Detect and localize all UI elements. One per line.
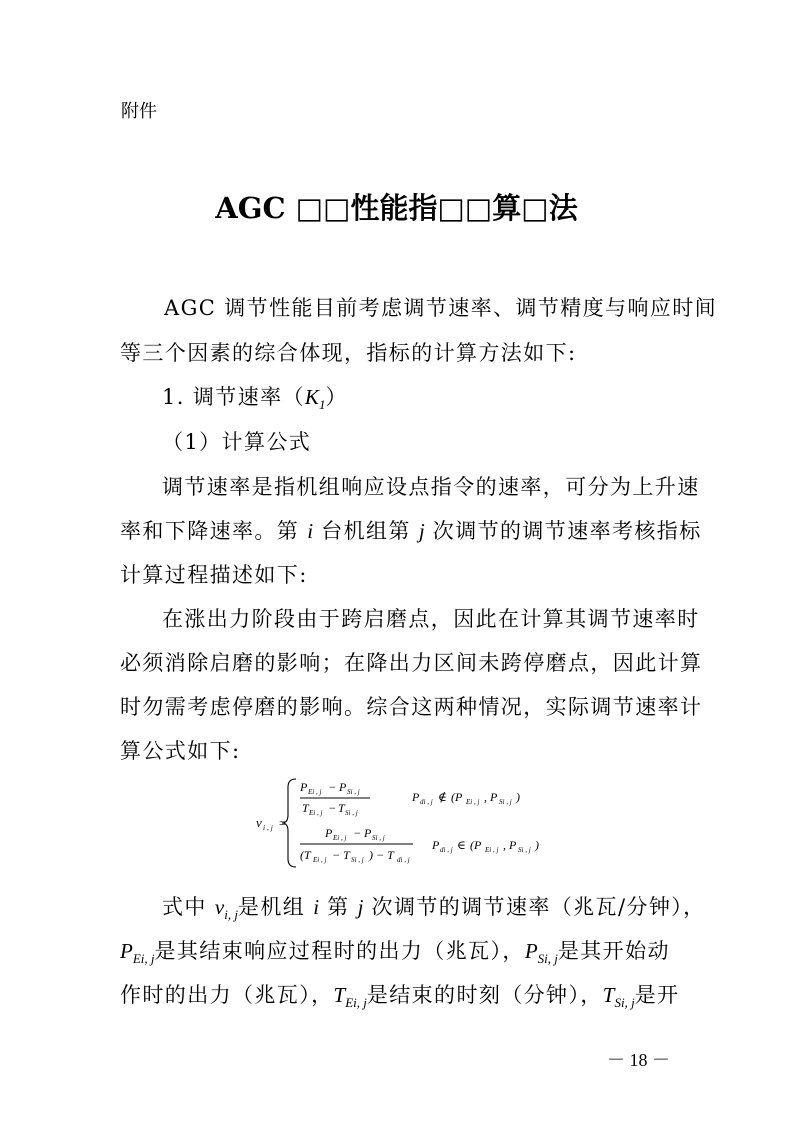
c2-set-s1: Ei , j <box>485 846 499 854</box>
heading-text-end: ） <box>325 385 348 409</box>
paragraph-2-line-2 <box>120 519 702 543</box>
text-span: 是结束的时刻（分钟）， <box>366 983 603 1007</box>
c1-set-s2: Si , j <box>499 798 512 806</box>
c1-den-s1: Ei , j <box>309 809 323 817</box>
c1-cond-sub: di , j <box>420 798 433 806</box>
text-span: 率和下降速率。第 <box>120 519 308 543</box>
c2-num-s1: Ei , j <box>333 834 347 842</box>
c2-den-s1: Ei , j <box>313 856 327 864</box>
c1-den-t2: T <box>338 801 345 815</box>
c1-den-s2: Si , j <box>345 809 358 817</box>
page-number: － 18 － <box>607 1050 670 1070</box>
c1-den-t1: T <box>302 801 309 815</box>
var-p-end-sub: Ei, j <box>132 951 155 967</box>
formula-lhs: v <box>256 815 262 830</box>
c2-set-open: (P <box>470 838 482 852</box>
document-title: AGC □□性能指□□算□法 <box>215 191 578 225</box>
heading-text: 1. 调节速率（ <box>162 385 305 409</box>
c1-num-p1: P <box>300 780 308 794</box>
paragraph-4-line-3 <box>120 983 680 1015</box>
c2-set-s2: Si , j <box>518 846 531 854</box>
c2-den-s3: di , j <box>397 856 410 864</box>
rate-formula <box>250 775 550 870</box>
paragraph-3-line-1: 在涨出力阶段由于跨启磨点，因此在计算其调节速率时 <box>162 607 700 631</box>
formula-lhs-sub: i , j <box>263 823 273 832</box>
var-j: j <box>357 895 364 919</box>
c2-den-a: (T <box>300 848 311 862</box>
var-t-end-sub: Ei, j <box>345 995 367 1011</box>
text-span: 是机组 <box>237 895 314 919</box>
paragraph-2-line-1: 调节速率是指机组响应设点指令的速率，可分为上升速 <box>162 475 700 499</box>
c2-cond-p: P <box>432 838 440 852</box>
paragraph-2-line-3: 计算过程描述如下: <box>120 563 308 587</box>
paragraph-4-line-2 <box>120 939 670 971</box>
c2-num-minus: − <box>354 826 361 840</box>
text-span: 次调节的调节速率（兆瓦/分钟）， <box>363 895 706 919</box>
attachment-label: 附件 <box>121 101 157 122</box>
text-span: 是其结束响应过程时的出力（兆瓦）， <box>154 939 525 963</box>
text-span: 台机组第 <box>313 519 419 543</box>
c1-den-minus: − <box>329 801 336 815</box>
var-v: v <box>214 895 225 919</box>
left-brace <box>282 779 296 867</box>
text-span: 式中 <box>162 895 215 919</box>
c2-in: ∈ <box>457 838 466 852</box>
text-span: 是开 <box>634 983 680 1007</box>
paragraph-1-line-2: 等三个因素的综合体现，指标的计算方法如下: <box>120 341 577 365</box>
var-p-start: P <box>524 939 538 963</box>
c1-num-s2: Si , j <box>347 788 360 796</box>
var-i: i <box>313 895 320 919</box>
subsection-heading: （1）计算公式 <box>162 430 312 454</box>
var-p-start-sub: Si, j <box>537 951 558 967</box>
var-t-end: T <box>333 983 346 1007</box>
c2-den-s2: Si , j <box>351 856 364 864</box>
c2-cond-sub: di , j <box>440 846 453 854</box>
c2-den-c: ) − T <box>369 848 394 862</box>
c2-den-b: − T <box>332 848 350 862</box>
text-span: AGC 调节性能目前考虑调节速率、调节精度与响应时间 <box>164 296 718 320</box>
c2-set-mid: , P <box>503 838 517 852</box>
formula-svg <box>250 775 550 870</box>
var-t-start-sub: Si, j <box>614 995 635 1011</box>
c2-set-close: ) <box>535 838 539 852</box>
paragraph-3-line-2: 必须消除启磨的影响；在降出力区间未跨停磨点，因此计算 <box>120 651 703 675</box>
c2-num-s2: Si , j <box>372 834 385 842</box>
paragraph-3-line-3: 时勿需考虑停磨的影响。综合这两种情况，实际调节速率计 <box>120 695 703 719</box>
paragraph-1-line-1 <box>120 296 717 320</box>
text-span: 作时的出力（兆瓦）， <box>120 983 334 1007</box>
c1-set-close: ) <box>516 790 520 804</box>
paragraph-4-line-1 <box>162 895 706 927</box>
c1-num-minus: − <box>329 780 336 794</box>
text-span: 第 <box>319 895 358 919</box>
var-i: i <box>307 519 314 543</box>
paragraph-3-line-4: 算公式如下: <box>120 739 241 763</box>
c1-set-open: (P <box>451 790 463 804</box>
text-span: 次调节的调节速率考核指标 <box>424 519 702 543</box>
c1-cond-p: P <box>412 790 420 804</box>
c2-num-p2: P <box>364 826 372 840</box>
section-1-heading <box>162 385 348 417</box>
var-t-start: T <box>602 983 615 1007</box>
c2-num-p1: P <box>325 826 333 840</box>
var-v-sub: i, j <box>224 907 238 923</box>
k-symbol: K <box>304 385 319 409</box>
c1-num-s1: Ei , j <box>308 788 322 796</box>
c1-not-in: ∉ <box>438 790 447 804</box>
c1-num-p2: P <box>339 780 347 794</box>
c1-set-mid: , P <box>484 790 498 804</box>
formula-equals: = <box>279 816 286 830</box>
k-subscript: 1 <box>318 397 326 413</box>
var-j: j <box>418 519 425 543</box>
var-p-end: P <box>120 939 133 963</box>
c1-set-s1: Ei , j <box>466 798 480 806</box>
text-span: 是其开始动 <box>557 939 670 963</box>
